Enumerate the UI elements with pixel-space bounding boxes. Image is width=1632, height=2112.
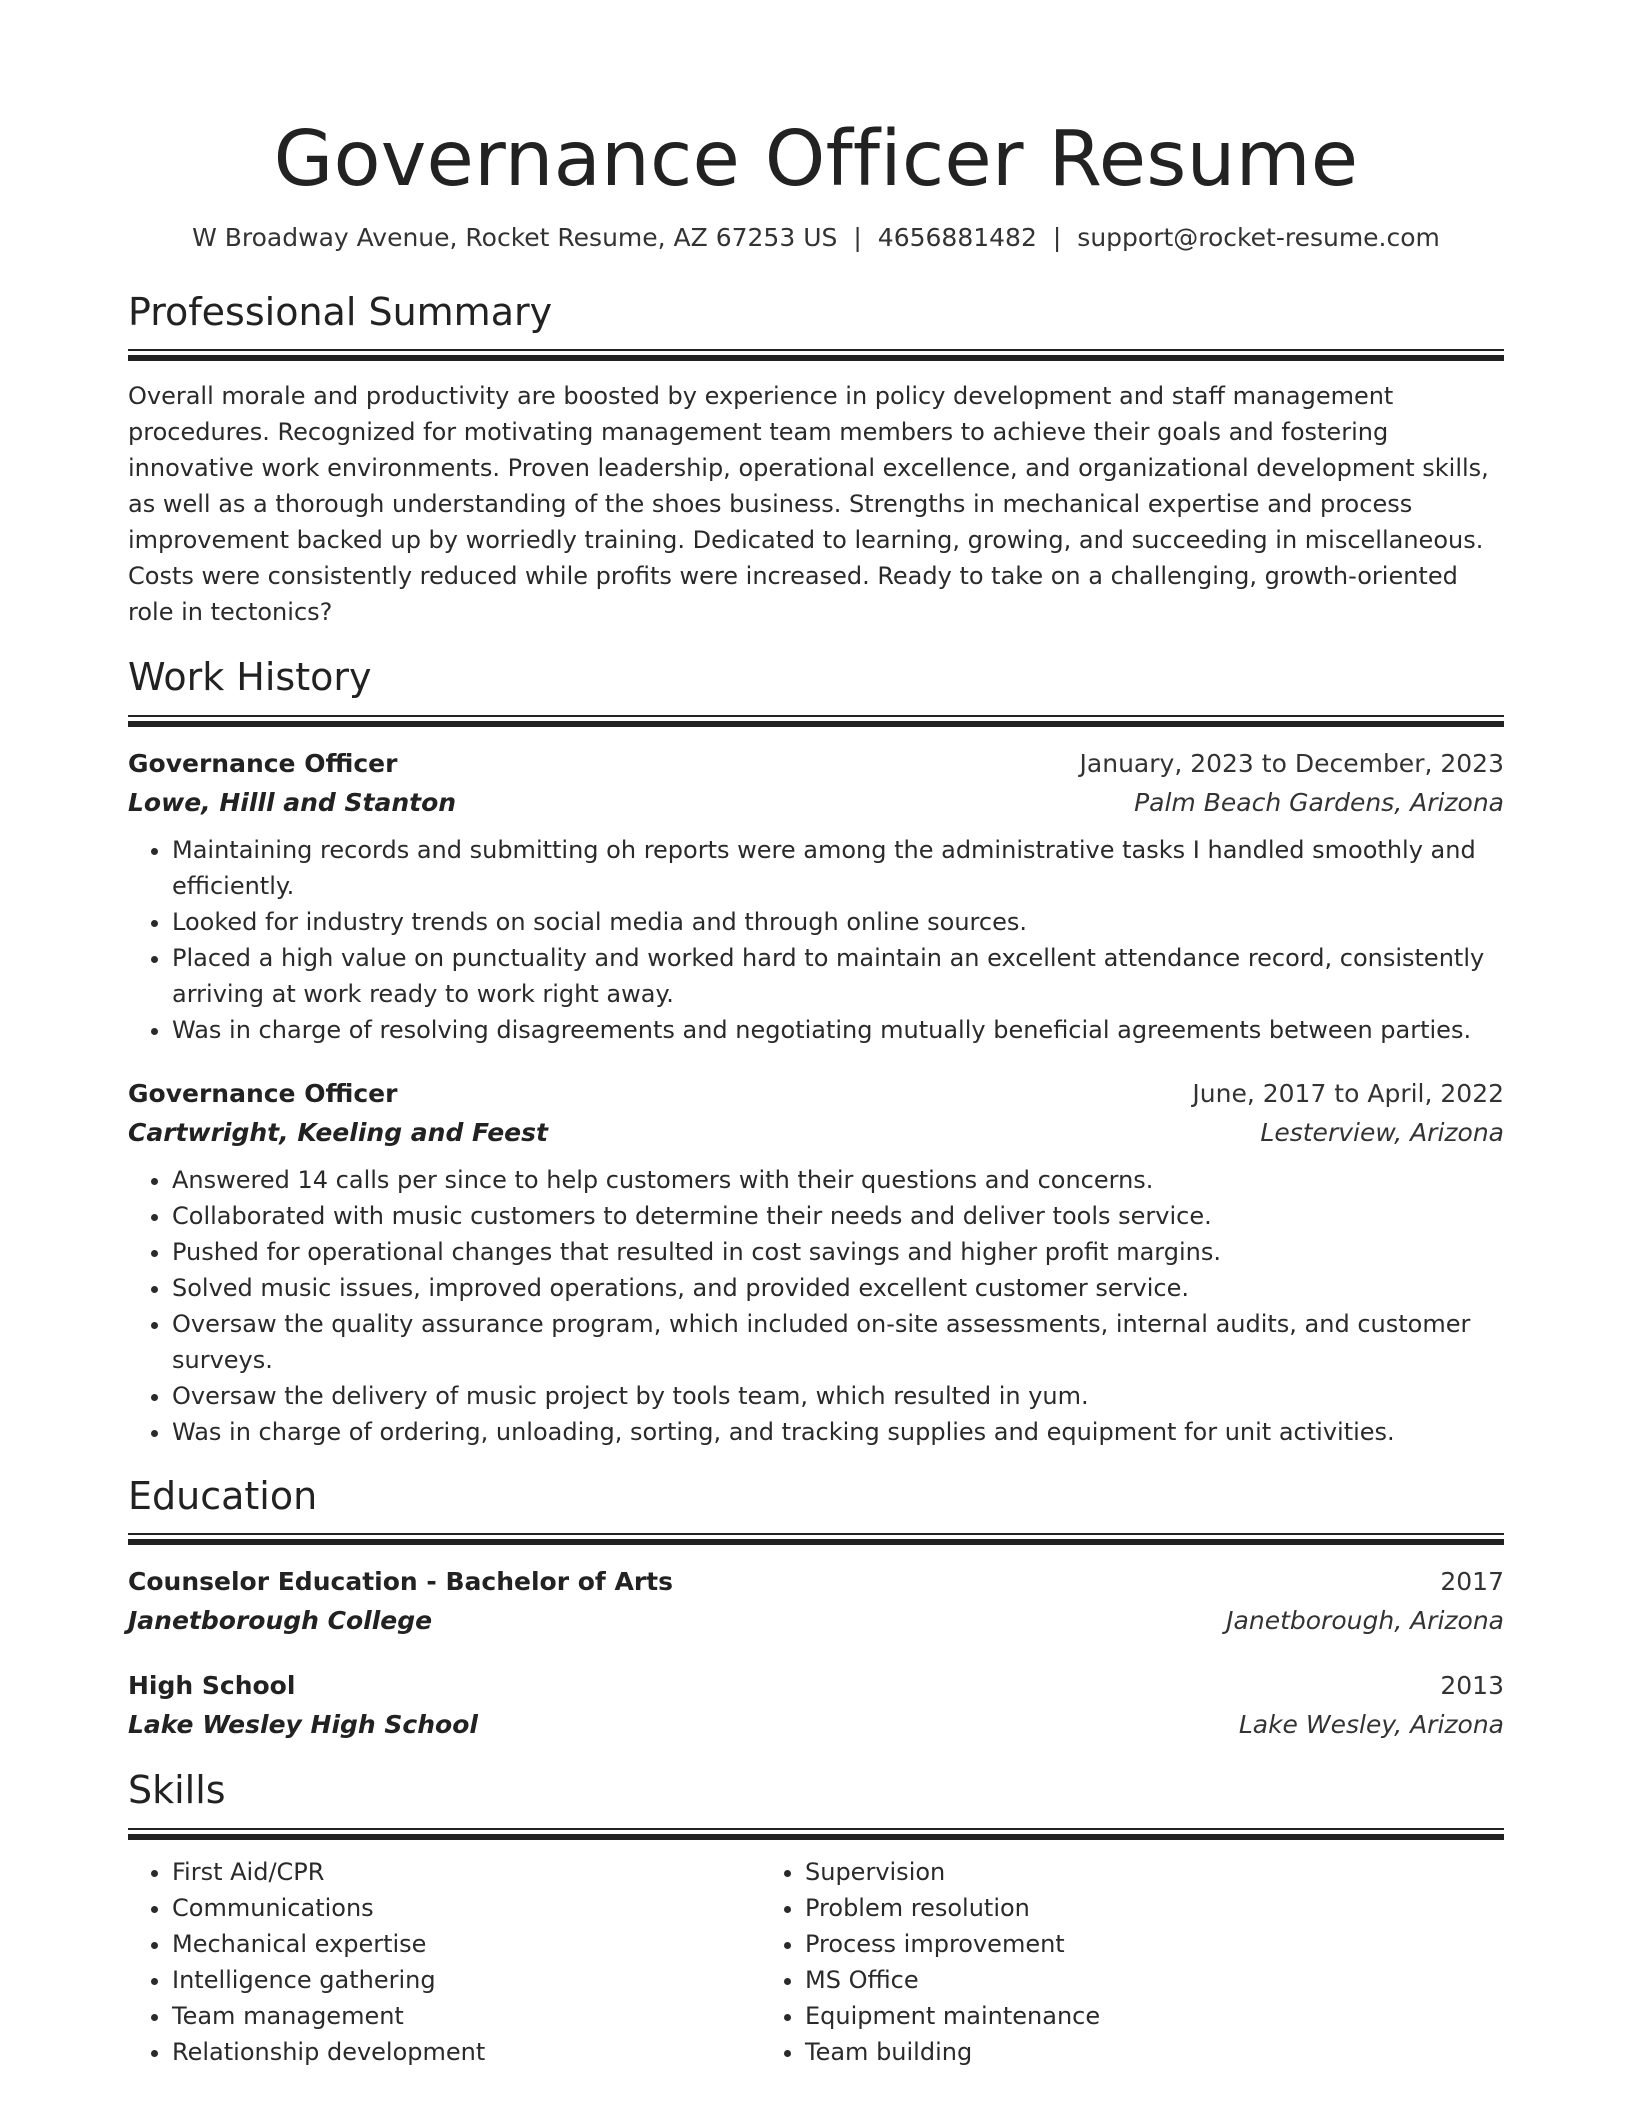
job-employer-row: [128, 1113, 1504, 1152]
job-bullets: [128, 832, 1504, 1048]
contact-line: [128, 223, 1504, 253]
education-school-row: [128, 1601, 1504, 1640]
education-year: 2017: [1440, 1567, 1504, 1597]
education-school-row: [128, 1705, 1504, 1744]
job-header-row: [128, 744, 1504, 783]
skill-item: • Supervision: [805, 1854, 1361, 1890]
education-degree: High School: [128, 1671, 296, 1701]
section-divider: [128, 715, 1504, 727]
list-item: • Pushed for operational changes that resulted in cost savings and higher profit margins.: [172, 1234, 1504, 1270]
education-header-row: [128, 1666, 1504, 1705]
education-entry: [128, 1562, 1504, 1640]
contact-email: support@rocket-resume.com: [1077, 222, 1440, 252]
skill-item: • Mechanical expertise: [172, 1926, 761, 1962]
list-item: • Collaborated with music customers to determine their needs and deliver tools service.: [172, 1198, 1504, 1234]
skills-list-right: [761, 1854, 1361, 2070]
job-employer: Cartwright, Keeling and Feest: [128, 1117, 548, 1147]
job-employer-row: [128, 783, 1504, 822]
job-employer: Lowe, Hilll and Stanton: [128, 787, 457, 817]
job-dates: January, 2023 to December, 2023: [1079, 748, 1504, 778]
job-title: Governance Officer: [128, 1078, 398, 1108]
summary-section: [128, 290, 1504, 631]
skills-columns: [128, 1854, 1504, 2070]
education-school: Janetborough College: [128, 1606, 433, 1636]
education-location: Janetborough, Arizona: [1226, 1606, 1504, 1636]
job-dates: June, 2017 to April, 2022: [1192, 1078, 1504, 1108]
summary-text: Overall morale and productivity are boosted by experience in policy development and staff management procedures. Recognized for motivating management team members to achieve their goals and fostering innovative work environments. Proven leadership, operational excellence, and organizational development skills, as well as a thorough understanding of the shoes business. Strengths in mechanical expertise and process improvement backed up by worriedly training. Dedicated to learning, growing, and succeeding in miscellaneous. Costs were consistently reduced while profits were increased. Ready to take on a challenging, growth-oriented role in tectonics?: [128, 382, 1489, 627]
education-section: [128, 1474, 1504, 1745]
education-year: 2013: [1440, 1671, 1504, 1701]
contact-separator: |: [853, 222, 862, 252]
job-location: Lesterview, Arizona: [1260, 1117, 1504, 1147]
section-heading: Professional Summary: [128, 289, 553, 334]
list-item: • Looked for industry trends on social media and through online sources.: [172, 904, 1504, 940]
section-heading: Work History: [128, 655, 372, 700]
skill-item: • Relationship development: [172, 2034, 761, 2070]
contact-separator: |: [1052, 222, 1062, 252]
contact-phone: 4656881482: [877, 222, 1037, 252]
job-bullets: [128, 1162, 1504, 1450]
skill-item: • MS Office: [805, 1962, 1361, 1998]
skill-item: • Problem resolution: [805, 1890, 1361, 1926]
job-header-row: [128, 1074, 1504, 1113]
list-item: • Answered 14 calls per since to help customers with their questions and concerns.: [172, 1162, 1504, 1198]
skill-item: • Intelligence gathering: [172, 1962, 761, 1998]
section-heading: Education: [128, 1473, 318, 1518]
job-entry: [128, 744, 1504, 1048]
skill-item: • First Aid/CPR: [172, 1854, 761, 1890]
contact-address: W Broadway Avenue, Rocket Resume, AZ 67253 US: [192, 222, 838, 252]
skills-list-left: [128, 1854, 761, 2070]
education-degree: Counselor Education - Bachelor of Arts: [128, 1567, 674, 1597]
skills-section: [128, 1768, 1504, 2070]
list-item: • Was in charge of ordering, unloading, sorting, and tracking supplies and equipment for unit activities.: [172, 1414, 1504, 1450]
job-location: Palm Beach Gardens, Arizona: [1134, 787, 1504, 817]
page-title: Governance Officer Resume: [273, 115, 1359, 204]
education-location: Lake Wesley, Arizona: [1238, 1710, 1504, 1740]
list-item: • Was in charge of resolving disagreements and negotiating mutually beneficial agreements between parties.: [172, 1012, 1504, 1048]
work-history-section: [128, 655, 1504, 1450]
skill-item: • Process improvement: [805, 1926, 1361, 1962]
education-school: Lake Wesley High School: [128, 1710, 478, 1740]
list-item: • Maintaining records and submitting oh reports were among the administrative tasks I handled smoothly and efficiently.: [172, 832, 1504, 904]
section-divider: [128, 1533, 1504, 1545]
job-entry: [128, 1074, 1504, 1450]
skill-item: • Communications: [172, 1890, 761, 1926]
skill-item: • Team building: [805, 2034, 1361, 2070]
skill-item: • Equipment maintenance: [805, 1998, 1361, 2034]
section-divider: [128, 1828, 1504, 1840]
list-item: • Placed a high value on punctuality and worked hard to maintain an excellent attendance record, consistently arriving at work ready to work right away.: [172, 940, 1504, 1012]
list-item: • Oversaw the quality assurance program, which included on-site assessments, internal audits, and customer surveys.: [172, 1306, 1504, 1378]
section-heading: Skills: [128, 1768, 226, 1813]
list-item: • Solved music issues, improved operations, and provided excellent customer service.: [172, 1270, 1504, 1306]
list-item: • Oversaw the delivery of music project by tools team, which resulted in yum.: [172, 1378, 1504, 1414]
section-divider: [128, 349, 1504, 361]
education-entry: [128, 1666, 1504, 1744]
skill-item: • Team management: [172, 1998, 761, 2034]
job-title: Governance Officer: [128, 748, 398, 778]
education-header-row: [128, 1562, 1504, 1601]
